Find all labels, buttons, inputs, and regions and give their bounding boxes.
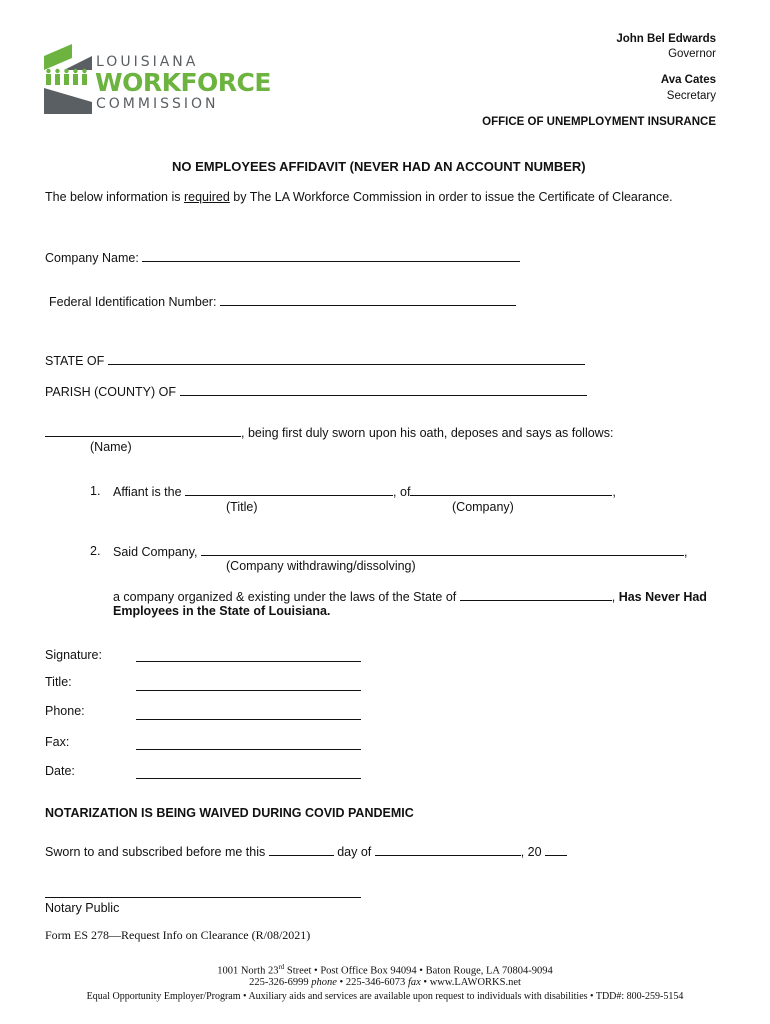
footer-address-sup: rd bbox=[278, 963, 285, 971]
item-1-number: 1. bbox=[90, 484, 101, 498]
fax-label: Fax: bbox=[45, 735, 70, 749]
governor-name: John Bel Edwards bbox=[616, 33, 716, 45]
governor-role: Governor bbox=[668, 48, 716, 60]
sworn-before-text: Sworn to and subscribed before me this bbox=[45, 845, 269, 859]
logo-line-commission: COMMISSION bbox=[96, 96, 219, 112]
footer-fax-word: fax bbox=[407, 977, 421, 988]
document-title: NO EMPLOYEES AFFIDAVIT (NEVER HAD AN ACCOUNT NUMBER) bbox=[172, 159, 586, 174]
state-field[interactable] bbox=[108, 353, 585, 365]
date-label: Date: bbox=[45, 764, 75, 778]
office-name: OFFICE OF UNEMPLOYMENT INSURANCE bbox=[482, 116, 716, 128]
intro-before: The below information is bbox=[45, 190, 184, 204]
phone-label: Phone: bbox=[45, 704, 85, 718]
item-2-number: 2. bbox=[90, 544, 101, 558]
notarization-heading: NOTARIZATION IS BEING WAIVED DURING COVID PANDEMIC bbox=[45, 806, 414, 820]
affiant-name-field[interactable] bbox=[45, 425, 241, 437]
footer-phone: 225-326-6999 bbox=[249, 977, 309, 988]
item-2-row bbox=[113, 544, 688, 559]
name-caption: (Name) bbox=[90, 440, 132, 454]
intro-after: by The LA Workforce Commission in order to issue the Certificate of Clearance. bbox=[229, 190, 673, 204]
item-2-text: Said Company, bbox=[113, 545, 202, 559]
fein-field[interactable] bbox=[220, 294, 516, 306]
item-1-row bbox=[113, 484, 616, 499]
company-name-row bbox=[45, 250, 520, 265]
footer-address-a: 1001 North 23 bbox=[217, 965, 279, 977]
affiant-title-field[interactable] bbox=[185, 484, 393, 496]
item-1-text: Affiant is the bbox=[113, 485, 186, 499]
never-had-text-1: Has Never Had bbox=[618, 590, 707, 604]
secretary-name: Ava Cates bbox=[660, 74, 716, 86]
footer-phone-word: phone bbox=[311, 977, 337, 988]
affiant-row bbox=[45, 425, 613, 440]
company-caption: (Company) bbox=[452, 500, 514, 514]
said-company-field[interactable] bbox=[201, 544, 684, 556]
intro-text bbox=[45, 190, 673, 204]
item-1-comma: , bbox=[612, 485, 616, 499]
signature-field[interactable] bbox=[136, 650, 361, 662]
organized-text: a company organized & existing under the laws of the State of bbox=[113, 590, 460, 604]
secretary-role: Secretary bbox=[666, 90, 716, 102]
notary-label: Notary Public bbox=[45, 901, 120, 915]
organized-comma: , bbox=[611, 590, 619, 604]
footer-contact: 225-326-6999 phone • 225-346-6073 fax • www.LAWORKS.net bbox=[249, 977, 521, 988]
item-2-comma: , bbox=[684, 545, 688, 559]
parish-row bbox=[45, 384, 587, 399]
phone-field[interactable] bbox=[136, 708, 361, 720]
sworn-before-row bbox=[45, 844, 567, 859]
sworn-text: , being first duly sworn upon his oath, deposes and says as follows: bbox=[241, 426, 614, 440]
withdrawing-caption: (Company withdrawing/dissolving) bbox=[226, 559, 416, 573]
affiant-company-field[interactable] bbox=[410, 484, 612, 496]
logo-line-workforce: WORKFORCE bbox=[95, 68, 271, 97]
fax-field[interactable] bbox=[136, 738, 361, 750]
footer-website-link[interactable]: www.LAWORKS.net bbox=[429, 977, 521, 988]
organized-state-field[interactable] bbox=[460, 589, 612, 601]
parish-field[interactable] bbox=[180, 384, 587, 396]
fein-row bbox=[49, 294, 516, 309]
day-of-text: day of bbox=[333, 845, 375, 859]
company-name-label: Company Name: bbox=[45, 251, 143, 265]
company-name-field[interactable] bbox=[142, 250, 520, 262]
footer-address-b: Street • Post Office Box 94094 • Baton Rouge, LA 70804-9094 bbox=[284, 965, 553, 977]
logo-line-louisiana: LOUISIANA bbox=[96, 54, 199, 70]
title-field[interactable] bbox=[136, 679, 361, 691]
logo-mark-icon bbox=[44, 44, 92, 114]
year-prefix-text: , 20 bbox=[520, 845, 546, 859]
state-label: STATE OF bbox=[45, 354, 108, 368]
footer-address bbox=[0, 963, 770, 977]
footer-eoe: Equal Opportunity Employer/Program • Auxiliary aids and services are available upon request to individuals with disabilities • TDD#: 800-259-5154 bbox=[86, 991, 684, 1002]
date-field[interactable] bbox=[136, 767, 361, 779]
title-caption: (Title) bbox=[226, 500, 258, 514]
signature-label: Signature: bbox=[45, 648, 102, 662]
organized-row bbox=[113, 589, 707, 604]
notary-signature-field[interactable] bbox=[45, 886, 361, 898]
sworn-year-field[interactable] bbox=[545, 844, 567, 856]
footer-fax: 225-346-6073 bbox=[345, 977, 406, 988]
item-1-of: , of bbox=[393, 485, 411, 499]
fein-label: Federal Identification Number: bbox=[49, 295, 220, 309]
title-label: Title: bbox=[45, 675, 72, 689]
agency-logo bbox=[44, 44, 271, 114]
intro-emphasis: required bbox=[183, 190, 230, 204]
state-row bbox=[45, 353, 585, 368]
form-id: Form ES 278—Request Info on Clearance (R/08/2021) bbox=[45, 928, 311, 942]
parish-label: PARISH (COUNTY) OF bbox=[45, 385, 180, 399]
sworn-month-field[interactable] bbox=[375, 844, 521, 856]
never-had-text-2: Employees in the State of Louisiana. bbox=[113, 604, 331, 618]
sworn-day-field[interactable] bbox=[269, 844, 334, 856]
